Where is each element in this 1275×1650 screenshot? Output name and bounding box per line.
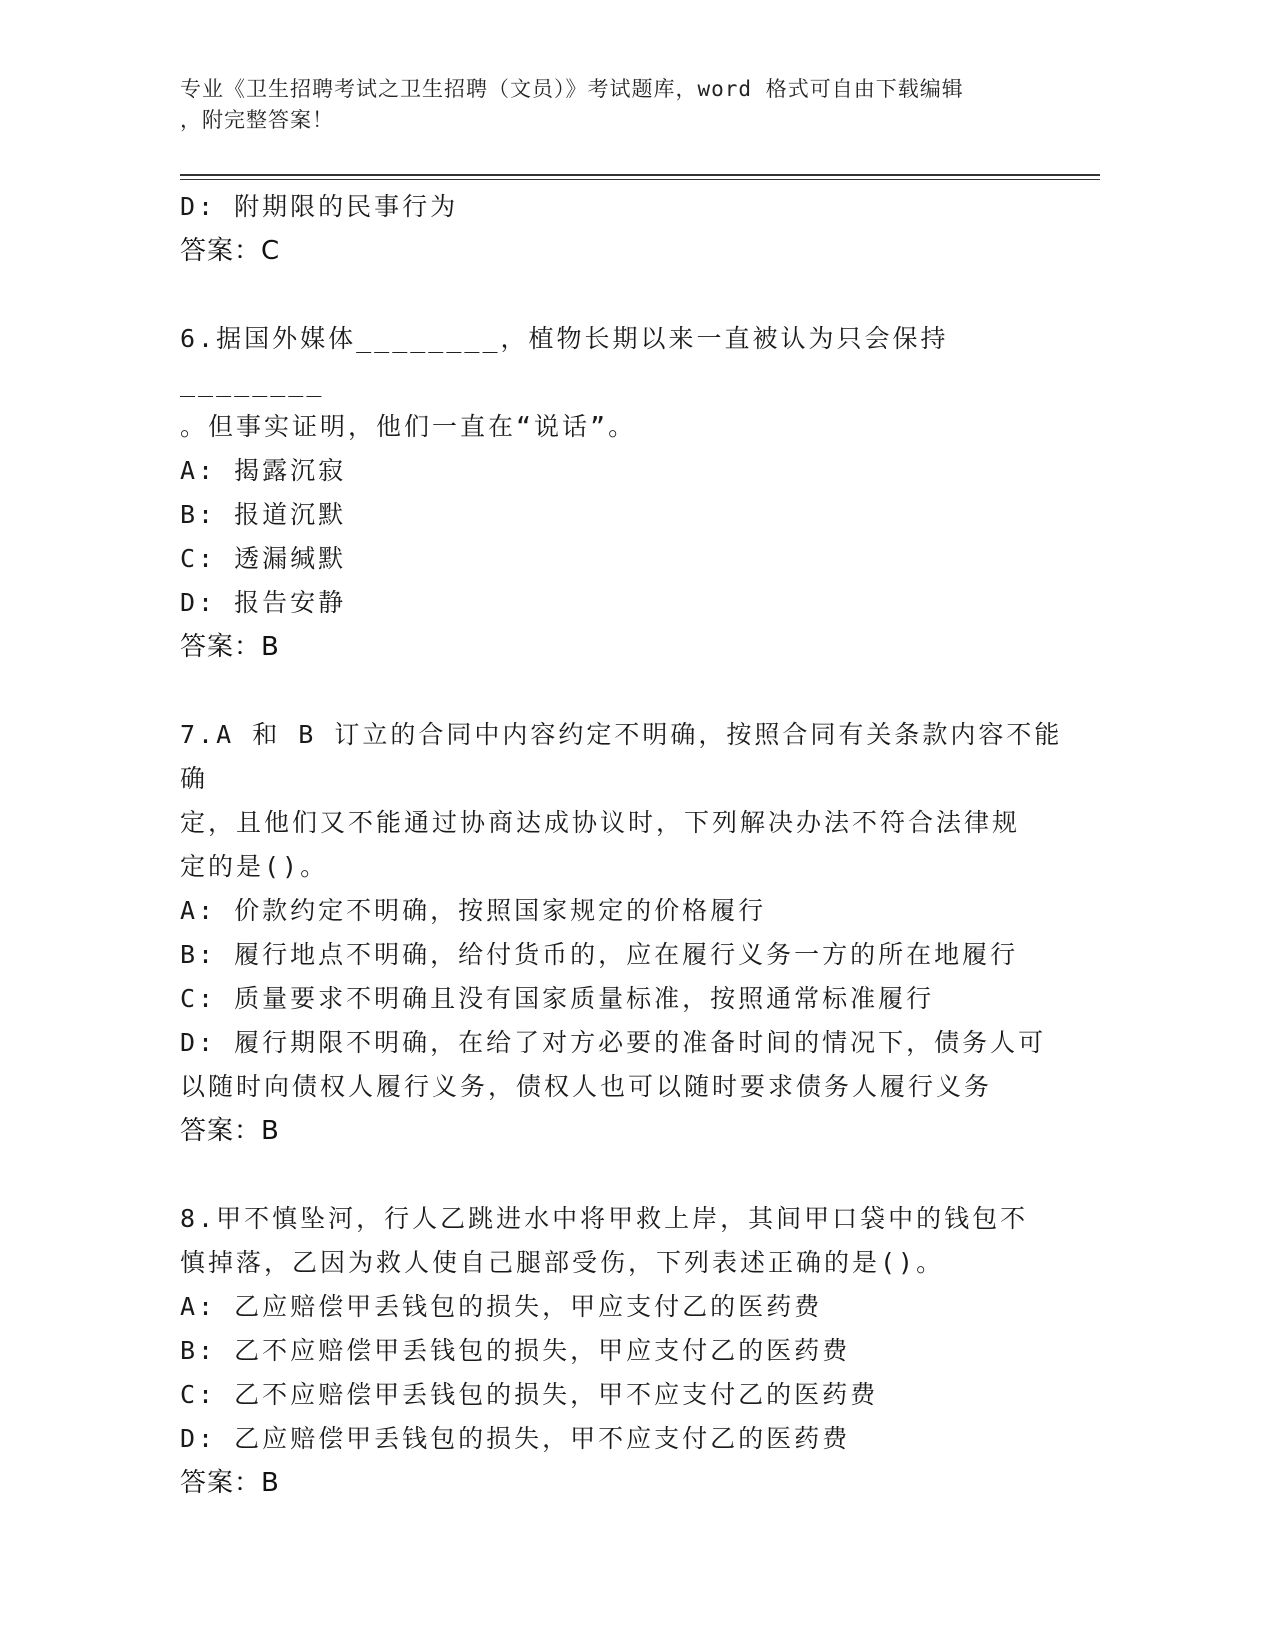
answer: 答案：B (180, 1468, 280, 1498)
question-list (180, 185, 1080, 1505)
option-b: B: 报道沉默 (180, 500, 347, 529)
question-7 (180, 713, 1080, 1153)
prev-option-d: D: 附期限的民事行为 (180, 192, 459, 221)
document-header (180, 74, 1060, 136)
question-stem-line: 定的是()。 (180, 852, 329, 881)
option-d: D: 履行期限不明确，在给了对方必要的准备时间的情况下，债务人可 (180, 1028, 1047, 1057)
question-stem-line: 6.据国外媒体________，植物长期以来一直被认为只会保持________ (180, 324, 949, 397)
option-b: B: 履行地点不明确，给付货币的，应在履行义务一方的所在地履行 (180, 940, 1019, 969)
answer: 答案：B (180, 1116, 280, 1146)
question-stem-line: 7.A 和 B 订立的合同中内容约定不明确，按照合同有关条款内容不能确 (180, 720, 1063, 793)
prev-answer: 答案：C (180, 236, 281, 266)
option-c: C: 质量要求不明确且没有国家质量标准，按照通常标准履行 (180, 984, 935, 1013)
question-stem-line: 。但事实证明，他们一直在“说话”。 (180, 412, 637, 441)
option-b: B: 乙不应赔偿甲丢钱包的损失，甲应支付乙的医药费 (180, 1336, 851, 1365)
spacer (180, 1153, 1080, 1197)
question-stem-line: 定，且他们又不能通过协商达成协议时，下列解决办法不符合法律规 (180, 808, 1021, 837)
option-c: C: 乙不应赔偿甲丢钱包的损失，甲不应支付乙的医药费 (180, 1380, 879, 1409)
option-a: A: 乙应赔偿甲丢钱包的损失，甲应支付乙的医药费 (180, 1292, 823, 1321)
spacer (180, 669, 1080, 713)
option-d: D: 乙应赔偿甲丢钱包的损失，甲不应支付乙的医药费 (180, 1424, 851, 1453)
question-6 (180, 317, 1080, 669)
option-a: A: 揭露沉寂 (180, 456, 347, 485)
question-stem-line: 8.甲不慎坠河，行人乙跳进水中将甲救上岸，其间甲口袋中的钱包不 (180, 1204, 1029, 1233)
question-8 (180, 1197, 1080, 1505)
option-d-continued: 以随时向债权人履行义务，债权人也可以随时要求债务人履行义务 (180, 1072, 993, 1101)
option-d: D: 报告安静 (180, 588, 347, 617)
header-line-2: ，附完整答案！ (180, 108, 334, 132)
header-divider-thin (180, 179, 1100, 180)
question-stem-line: 慎掉落，乙因为救人使自己腿部受伤，下列表述正确的是()。 (180, 1248, 945, 1277)
option-a: A: 价款约定不明确，按照国家规定的价格履行 (180, 896, 767, 925)
spacer (180, 273, 1080, 317)
header-divider-thick (180, 174, 1100, 176)
header-line-1: 专业《卫生招聘考试之卫生招聘（文员）》考试题库，word 格式可自由下载编辑 (180, 77, 964, 101)
answer: 答案：B (180, 632, 280, 662)
option-c: C: 透漏缄默 (180, 544, 347, 573)
